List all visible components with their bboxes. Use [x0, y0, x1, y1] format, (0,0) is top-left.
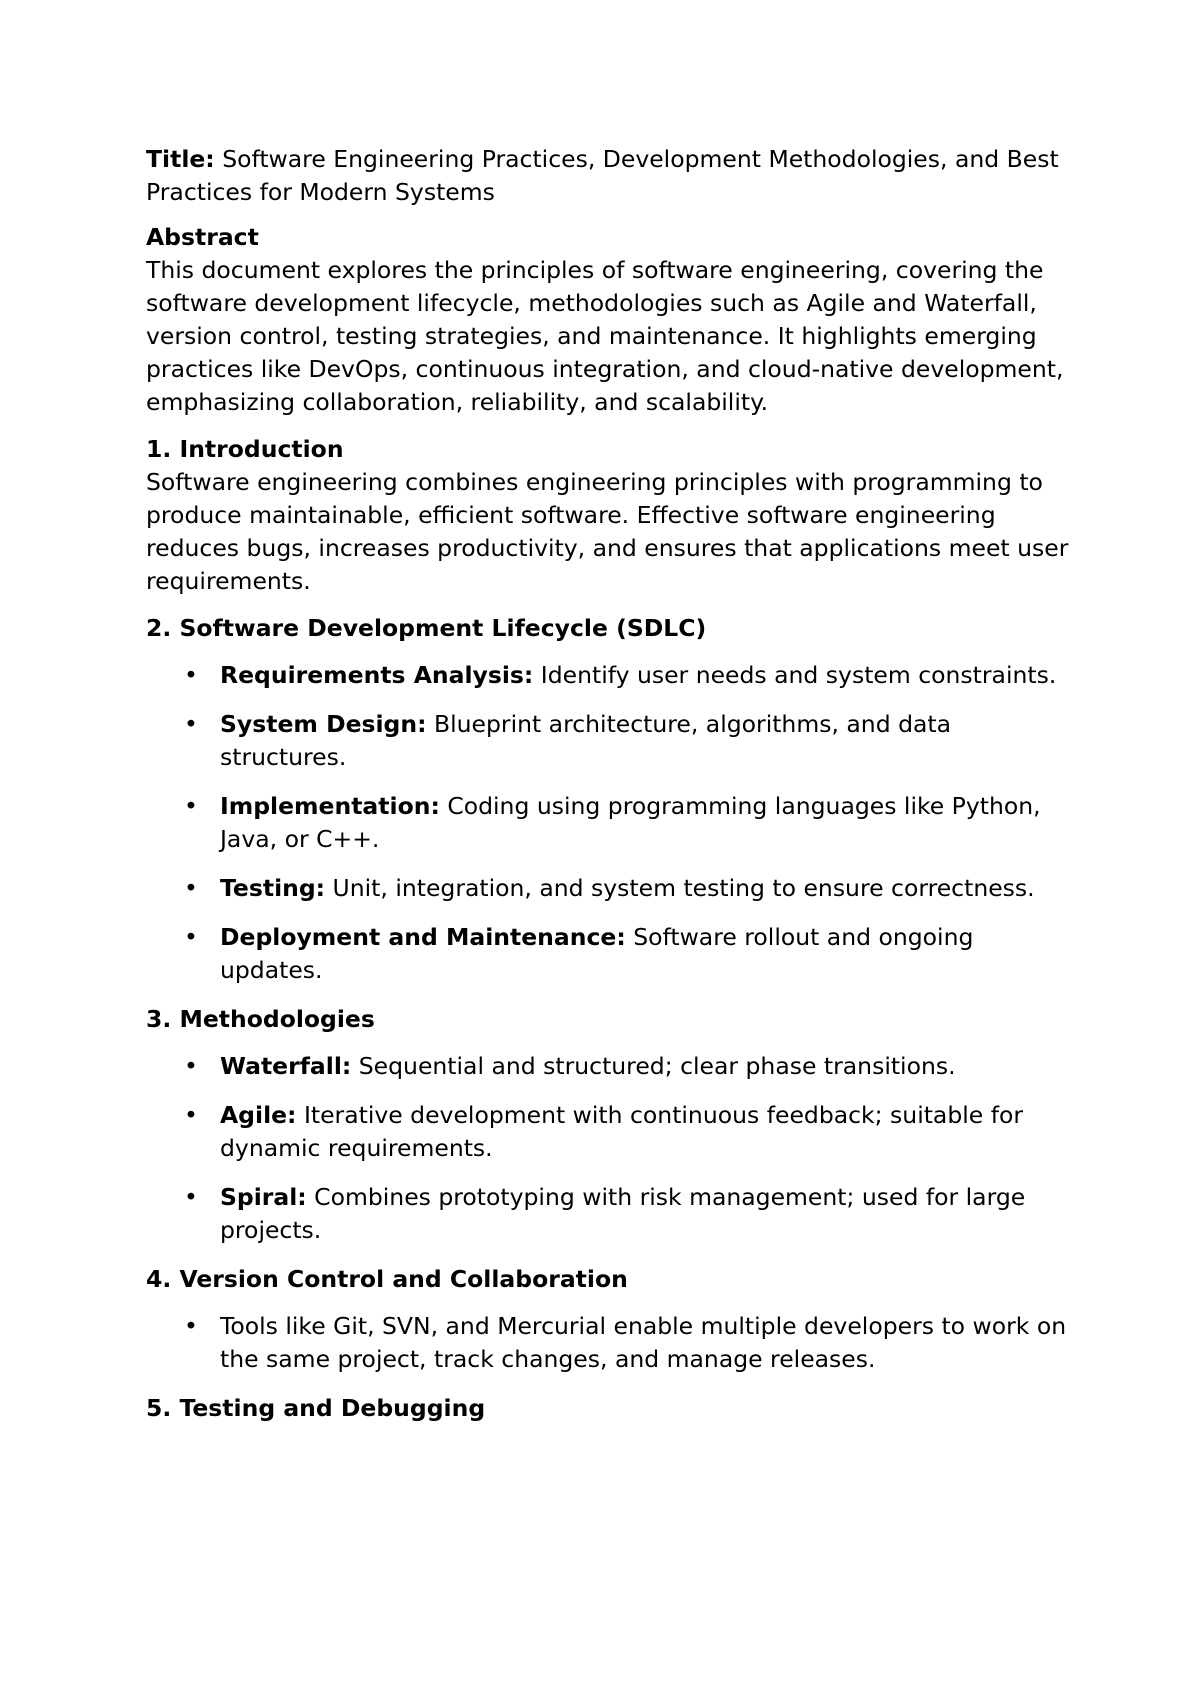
list-item [146, 872, 1076, 905]
bullet-icon: • [184, 1312, 198, 1340]
bullet-icon: • [184, 923, 198, 951]
list-item-text: Software rollout and ongoing updates. [220, 923, 974, 984]
bullet-icon: • [184, 1101, 198, 1129]
document-body [146, 143, 1076, 1439]
bullet-icon: • [184, 792, 198, 820]
list-item-term: Testing: [220, 874, 326, 902]
list-item [146, 708, 1076, 774]
bullet-icon: • [184, 874, 198, 902]
title-label: Title: [146, 145, 215, 173]
list-item [146, 1050, 1076, 1083]
title-text: Software Engineering Practices, Development Methodologies, and Best Practices for Modern Systems [146, 145, 1059, 206]
methodologies-list [146, 1050, 1076, 1247]
list-item-term: Spiral: [220, 1183, 307, 1211]
list-item-term: Requirements Analysis: [220, 661, 534, 689]
list-item-text: Blueprint architecture, algorithms, and data structures. [220, 710, 952, 771]
list-item-text: Identify user needs and system constraints. [533, 661, 1057, 689]
methodologies-heading: 3. Methodologies [146, 1005, 375, 1033]
testing-heading: 5. Testing and Debugging [146, 1394, 486, 1422]
list-item-text: Iterative development with continuous feedback; suitable for dynamic requirements. [220, 1101, 1024, 1162]
list-item [146, 1181, 1076, 1247]
list-item-text: Coding using programming languages like Python, Java, or C++. [220, 792, 1041, 853]
bullet-icon: • [184, 710, 198, 738]
list-item [146, 1099, 1076, 1165]
sdlc-list [146, 659, 1076, 987]
abstract-heading: Abstract [146, 223, 259, 251]
list-item-term: Deployment and Maintenance: [220, 923, 626, 951]
list-item-term: System Design: [220, 710, 427, 738]
version-control-list [146, 1310, 1076, 1376]
bullet-icon: • [184, 661, 198, 689]
document-title [146, 143, 1076, 209]
list-item-text: Sequential and structured; clear phase transitions. [351, 1052, 956, 1080]
bullet-icon: • [184, 1183, 198, 1211]
introduction-heading: 1. Introduction [146, 435, 344, 463]
list-item-term: Waterfall: [220, 1052, 352, 1080]
list-item-text: Tools like Git, SVN, and Mercurial enable multiple developers to work on the same project, track changes, and manage releases. [220, 1312, 1067, 1373]
list-item [146, 921, 1076, 987]
list-item [146, 1310, 1076, 1376]
list-item [146, 659, 1076, 692]
list-item-term: Implementation: [220, 792, 440, 820]
introduction-text: Software engineering combines engineering principles with programming to produce maintainable, efficient software. Effective software engineering reduces bugs, increases productivity, and ensures that applications meet user requirements. [146, 468, 1069, 595]
list-item-text: Combines prototyping with risk management; used for large projects. [220, 1183, 1026, 1244]
version-control-heading: 4. Version Control and Collaboration [146, 1265, 628, 1293]
abstract-text: This document explores the principles of software engineering, covering the software development lifecycle, methodologies such as Agile and Waterfall, version control, testing strategies, and maintenance. It highlights emerging practices like DevOps, continuous integration, and cloud-native development, emphasizing collaboration, reliability, and scalability. [146, 256, 1064, 416]
sdlc-heading: 2. Software Development Lifecycle (SDLC) [146, 614, 707, 642]
list-item [146, 790, 1076, 856]
list-item-term: Agile: [220, 1101, 297, 1129]
bullet-icon: • [184, 1052, 198, 1080]
list-item-text: Unit, integration, and system testing to ensure correctness. [325, 874, 1035, 902]
